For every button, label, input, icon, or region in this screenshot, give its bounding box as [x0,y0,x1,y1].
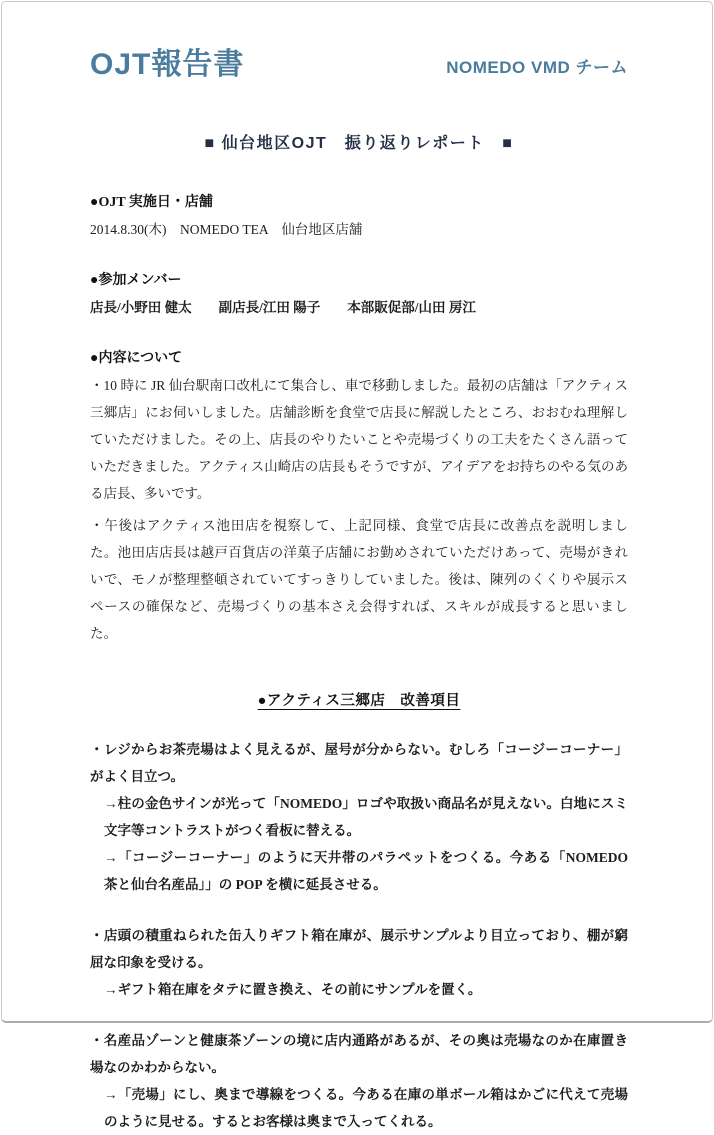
team-name: NOMEDO VMD チーム [446,57,628,77]
members-list: 店長/小野田 健太 副店長/江田 陽子 本部販促部/山田 房江 [90,299,476,315]
report-title: ■ 仙台地区OJT 振り返りレポート ■ [204,134,514,152]
date-store-value: 2014.8.30(木) NOMEDO TEA 仙台地区店舗 [90,221,363,237]
improvement-issue: ・店頭の積重ねられた缶入りギフト箱在庫が、展示サンプルより目立っており、棚が窮屈な印象を受ける。 [90,927,628,970]
section-heading-date-store: ●OJT 実施日・店舗 [90,194,213,210]
improvement-item [90,736,628,898]
improvement-issue: ・レジからお茶売場はよく見えるが、屋号が分からない。むしろ「コージーコーナー」がよく目立つ。 [90,741,628,784]
section-ojt-date-store [90,189,628,243]
improvement-action: →ギフト箱在庫をタテに置き換え、その前にサンプルを置く。 [104,981,482,997]
improvement-item [90,1027,628,1135]
improvement-issue: ・名産品ゾーンと健康茶ゾーンの境に店内通路があるが、その奥は売場なのか在庫置き場なのかわからない。 [90,1032,628,1075]
improvement-action: →柱の金色サインが光って「NOMEDO」ロゴや取扱い商品名が見えない。白地にスミ文字等コントラストがつく看板に替える。 [104,795,628,838]
improvement-item [90,922,628,1003]
improvements-heading: ●アクティス三郷店 改善項目 [257,692,461,709]
section-heading-members: ●参加メンバー [90,272,182,288]
improvement-action: →「コージーコーナー」のように天井帯のパラペットをつくる。今ある「NOMEDO 茶と仙台名産品」」の POP を横に延長させる。 [104,849,628,892]
document-title: OJT報告書 [90,48,245,81]
section-heading-content: ●内容について [90,350,183,366]
improvement-action: →「売場」にし、奥まで導線をつくる。今ある在庫の単ボール箱はかごに代えて売場のように見せる。するとお客様は奥まで入ってくれる。 [104,1086,628,1129]
section-content [90,345,628,647]
document-header [90,46,628,84]
content-paragraph: ・午後はアクティス池田店を視察して、上記同様、食堂で店長に改善点を説明しました。池田店店長は越戸百貨店の洋菓子店舗にお勤めされていただけあって、売場がきれいで、モノが整理整頓されていてすっきりしていました。後は、陳列のくくりや展示スペースの確保など、売場づくりの基本さえ会得すれば、スキルが成長すると思いました。 [90,517,628,641]
content-paragraph: ・10 時に JR 仙台駅南口改札にて集合し、車で移動しました。最初の店舗は「アクティス三郷店」にお伺いしました。店舗診断を食堂で店長に解説したところ、おおむね理解していただけました。その上、店長のやりたいことや売場づくりの工夫をたくさん語っていただきました。アクティス山崎店の店長もそうですが、アイデアをお持ちのやる気のある店長、多いです。 [90,377,628,501]
section-members [90,267,628,321]
document-page [1,1,713,1129]
